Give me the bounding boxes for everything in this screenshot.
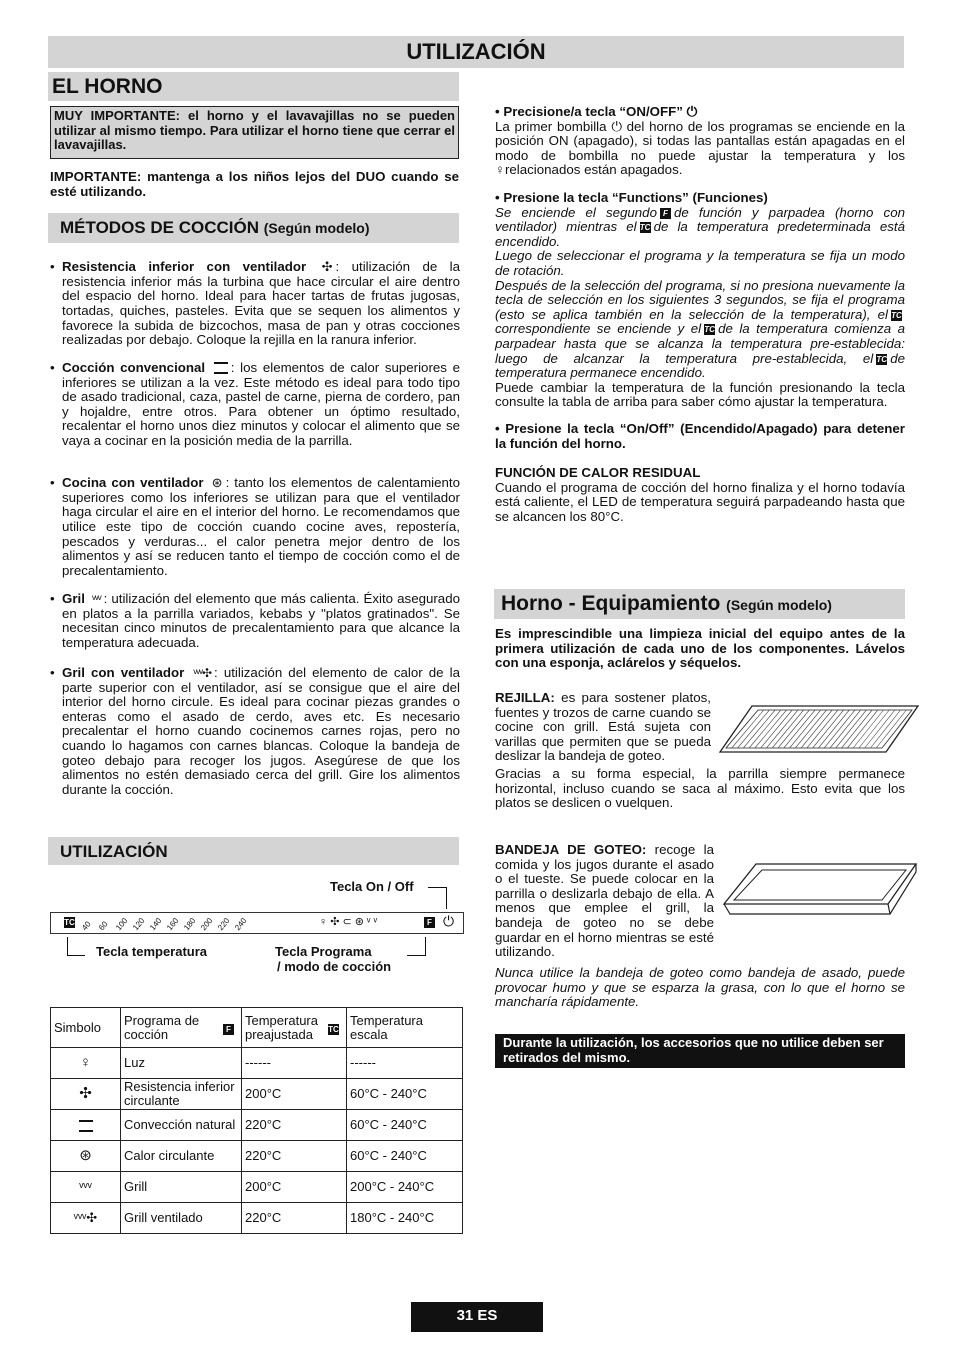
fan-bottom-icon: ✣ [321, 259, 333, 275]
equip-intro: Es imprescindible una limpieza inicial del equipo antes de la primera utilización de cada uno de los componentes. Lávelos con una esponja, aclárelos y séquelos. [495, 626, 905, 671]
rack-bar [801, 710, 832, 748]
conventional-icon: ⊂ [342, 916, 355, 928]
grill-fan-icon: ᵛ [373, 916, 380, 928]
drip-tray-illustration [720, 858, 920, 920]
onoff-block [495, 105, 905, 178]
section-heading-el-horno: EL HORNO [48, 72, 459, 101]
metodos-title: MÉTODOS DE COCCIÓN [60, 218, 259, 237]
rack-bar [772, 710, 803, 748]
rack-bar [807, 710, 838, 748]
table-row: ♀ Luz ------ ------ [51, 1048, 463, 1079]
table-header: Programa de cocción F [121, 1008, 242, 1048]
table-row: ✣ Resistencia inferior circulante 200°C 60°C - 240°C [51, 1079, 463, 1110]
rack-bar [784, 710, 815, 748]
grill-icon: ᵛᵛᵛ [92, 592, 101, 606]
bandeja-text: BANDEJA DE GOTEO: recoge la comida y los jugos durante el asado o el tueste. Se puede colocar en la parrilla o deslizarla debajo de ella. A menos que emplee el grill, la bandeja de goteo no se debe guardar en el horno mientras se esté utilizando. [495, 842, 714, 960]
method-item: • Resistencia inferior con ventilador ✣ : utilización de la resistencia inferior más la turbina que hace circular el aire dentro del espacio del horno. Ideal para hacer tartas de frutas jugosas, tortadas, quiches, pasteles. Evita que se sequen los alimentos y favorece la subida de bizcochos, masa de pan y otras cocciones realizadas por debajo. Coloque la rejilla en la ranura inferior. [50, 259, 461, 348]
fan-bottom-icon: ✣ [330, 916, 343, 928]
section-heading-equipamiento: Horno - Equipamiento (Según modelo) [494, 589, 905, 619]
control-panel [50, 912, 464, 934]
grill-fan-icon: ᵛᵛᵛ✣ [193, 666, 212, 680]
temperature-key-icon[interactable]: TC [64, 918, 75, 927]
fan-ring-icon: ⊛ [354, 916, 367, 928]
method-item: • Gril con ventilador ᵛᵛᵛ✣ : utilización del elemento de calor de la parte superior con el ventilador, así se consigue que el aire del interior del horno circule. Es ideal para cocinar piezas grandes o enteras como el asado de cerdo, aves etc. Es necesario precalentar el horno cuando cocinemos carnes rojas, pero no cuando lo hagamos con carnes blancas. Coloque la bandeja de goteo debajo para recoger los jugos. Asegúrese de que los alimentos no estén demasiado cerca del grill. Gire los alimentos durante la cocción. [50, 665, 461, 797]
onoff-title: • Precisione/a tecla “ON/OFF” ⏻ [495, 104, 698, 119]
conventional-icon [51, 1110, 121, 1141]
table-row: ᵛᵛᵛ✣ Grill ventilado 220°C 180°C - 240°C [51, 1203, 463, 1234]
rack-bar [847, 710, 877, 748]
table-header: Simbolo [51, 1008, 121, 1048]
leader-line [67, 937, 68, 956]
metodos-sub: (Según modelo) [263, 220, 370, 236]
rack-bar [790, 710, 821, 748]
grill-fan-icon: ᵛᵛᵛ✣ [51, 1203, 121, 1234]
leader-line [67, 955, 85, 956]
fan-ring-icon: ⊛ [51, 1141, 121, 1172]
temperature-icon: TC [328, 1025, 339, 1034]
grill-icon: ᵛᵛᵛ [51, 1172, 121, 1203]
label-tecla-temperatura: Tecla temperatura [96, 944, 208, 959]
warning-box: MUY IMPORTANTE: el horno y el lavavajillas no se pueden utilizar al mismo tiempo. Para utilizar el horno tiene que cerrar el lavavajillas. [50, 106, 459, 159]
method-item: • Cocción convencional : los elementos de calor superiores e inferiores se utilizan a la vez. Este método es ideal para todo tipo de asado tradicional, caza, pastel de carne, pierna de cordero, pan y hojaldre, entre otros. Para obtener un óptimo resultado, recalentar el horno unos diez minutos y colocar el alimento que se vaya a cocinar en la posición media de la parrilla. [50, 360, 460, 448]
power-icon: ⏻ [686, 104, 698, 119]
leader-line [407, 955, 425, 956]
rack-bar [830, 710, 861, 748]
onoff-text: La primer bombilla ⏻ del horno de los programas se enciende en la posición ON (apagado), si todas las pantallas están apagadas en el modo de bombilla no puede ajustar la temperatura y los ♀relacionados están apagados. [495, 118, 906, 178]
accessories-note: Durante la utilización, los accesorios que no utilice deben ser retirados del mismo. [495, 1034, 905, 1068]
bulb-icon: ♀ [319, 916, 331, 928]
rack-bar [870, 710, 900, 748]
important-note: IMPORTANTE: mantenga a los niños lejos del DUO cuando se esté utilizando. [50, 169, 459, 199]
leader-line [425, 937, 426, 956]
rack-illustration [718, 700, 920, 758]
temperature-icon: TC [891, 310, 902, 320]
bulb-icon: ♀ [495, 162, 505, 178]
power-icon[interactable]: ⏻ [443, 913, 455, 929]
rack-bar [865, 710, 895, 748]
functions-block: • Presione la tecla “Functions” (Funciones) Se enciende el segundo F de función y parpadea (horno con ventilador) mientras el TC de la temperatura predeterminada está encendido. Luego de seleccionar el programa y la temperatura se fija un modo de rotación. Después de la selección del programa, si no presiona nuevamente la tecla de selección en los siguientes 3 segundos, se fija el programa (esto se aplica también en la selección de la temperatura), el TCcorrespondiente se enciende y el TC de la temperatura comienza a parpadear hasta que se alcanza la temperatura pre-establecida: luego de alcanzar la temperatura pre-establecida, el TC de temperatura permanece encendido. Puede cambiar la temperatura de la función presionando la tecla consulte la tabla de arriba para saber cómo ajustar la temperatura. [495, 190, 905, 410]
table-header: Temperatura escala [347, 1008, 463, 1048]
function-key-icon[interactable]: F [424, 917, 435, 928]
table-row: Convección natural 220°C 60°C - 240°C [51, 1110, 463, 1141]
rack-bar [818, 710, 849, 748]
page-title: UTILIZACIÓN [48, 36, 904, 68]
function-icon: F [223, 1024, 234, 1035]
rack-bar [795, 710, 826, 748]
method-item: • Cocina con ventilador ⊛ : tanto los elementos de calentamiento superiores como los inferiores se utilizan para que el ventilador haga circular el aire en el interior del horno. Le recomendamos que utilice este tipo de cocción cuando cocine aves, repostería, pescados y verduras... el calor penetra mejor dentro de los alimentos y así se reducen tanto el tiempo de cocción como el de precalentamiento. [50, 475, 460, 578]
conventional-icon [214, 362, 228, 374]
program-table [50, 1007, 463, 1234]
rack-bar [859, 710, 889, 748]
page-number: 31 ES [411, 1302, 543, 1332]
rack-bar [853, 710, 883, 748]
stop-instruction: • Presione la tecla “On/Off” (Encendido/Apagado) para detener la función del horno. [495, 421, 905, 451]
table-header-row [51, 1008, 463, 1048]
temperature-icon: TC [876, 354, 888, 364]
residual-heat-block: FUNCIÓN DE CALOR RESIDUAL Cuando el programa de cocción del horno finaliza y el horno todavía está caliente, el LED de temperatura seguirá parpadeando hasta que se alcancen los 80°C. [495, 465, 905, 524]
power-icon: ⏻ [611, 118, 622, 134]
table-header: Temperatura preajustada TC [242, 1008, 347, 1048]
rack-bar [882, 710, 912, 748]
grill-icon: ᵛ [366, 916, 374, 928]
rack-bar [766, 710, 797, 748]
program-icons [319, 915, 380, 930]
function-icon: F [660, 208, 671, 219]
bandeja-warning: Nunca utilice la bandeja de goteo como bandeja de asado, puede provocar humo y que se esparza la grasa, con lo que el horno se mancharía rápidamente. [495, 965, 905, 1010]
label-tecla-programa: Tecla Programa [275, 944, 372, 959]
leader-line [446, 887, 447, 909]
temperature-icon: TC [704, 325, 715, 335]
rack-bar [836, 710, 867, 748]
rejilla-text-2: Gracias a su forma especial, la parrilla siempre permanece horizontal, incluso cuando se saca al máximo. Esto evita que los platos se deslicen o vuelquen. [495, 766, 905, 811]
rack-bar [824, 710, 855, 748]
label-tecla-onoff: Tecla On / Off [330, 879, 414, 894]
section-heading-utilizacion: UTILIZACIÓN [48, 837, 459, 865]
rack-bar [813, 710, 844, 748]
fan-bottom-icon: ✣ [51, 1079, 121, 1110]
table-row: ᵛᵛᵛ Grill 200°C 200°C - 240°C [51, 1172, 463, 1203]
method-item: • Gril ᵛᵛᵛ : utilización del elemento que más calienta. Éxito asegurado en platos a la parrilla variados, kebabs y "platos gratinados". Se necesitan cinco minutos de precalentamiento para que alcance la temperatura adecuada. [50, 591, 460, 650]
temperature-icon: TC [639, 223, 651, 233]
rack-bar [842, 710, 873, 748]
rack-bar [778, 710, 809, 748]
bulb-icon: ♀ [51, 1048, 121, 1079]
table-row: ⊛ Calor circulante 220°C 60°C - 240°C [51, 1141, 463, 1172]
fan-ring-icon: ⊛ [211, 475, 223, 491]
leader-line [428, 887, 446, 888]
rejilla-text: REJILLA: es para sostener platos, fuentes y trozos de carne cuando se cocine con grill. Está sujeta con varillas que permiten que se pueda deslizar la bandeja de goteo. [495, 690, 711, 764]
label-modo-coccion: / modo de cocción [277, 959, 392, 974]
temperature-scale: 40 60 100 120 140 160 180 200 220 240 [79, 916, 249, 933]
section-heading-metodos [48, 213, 459, 243]
